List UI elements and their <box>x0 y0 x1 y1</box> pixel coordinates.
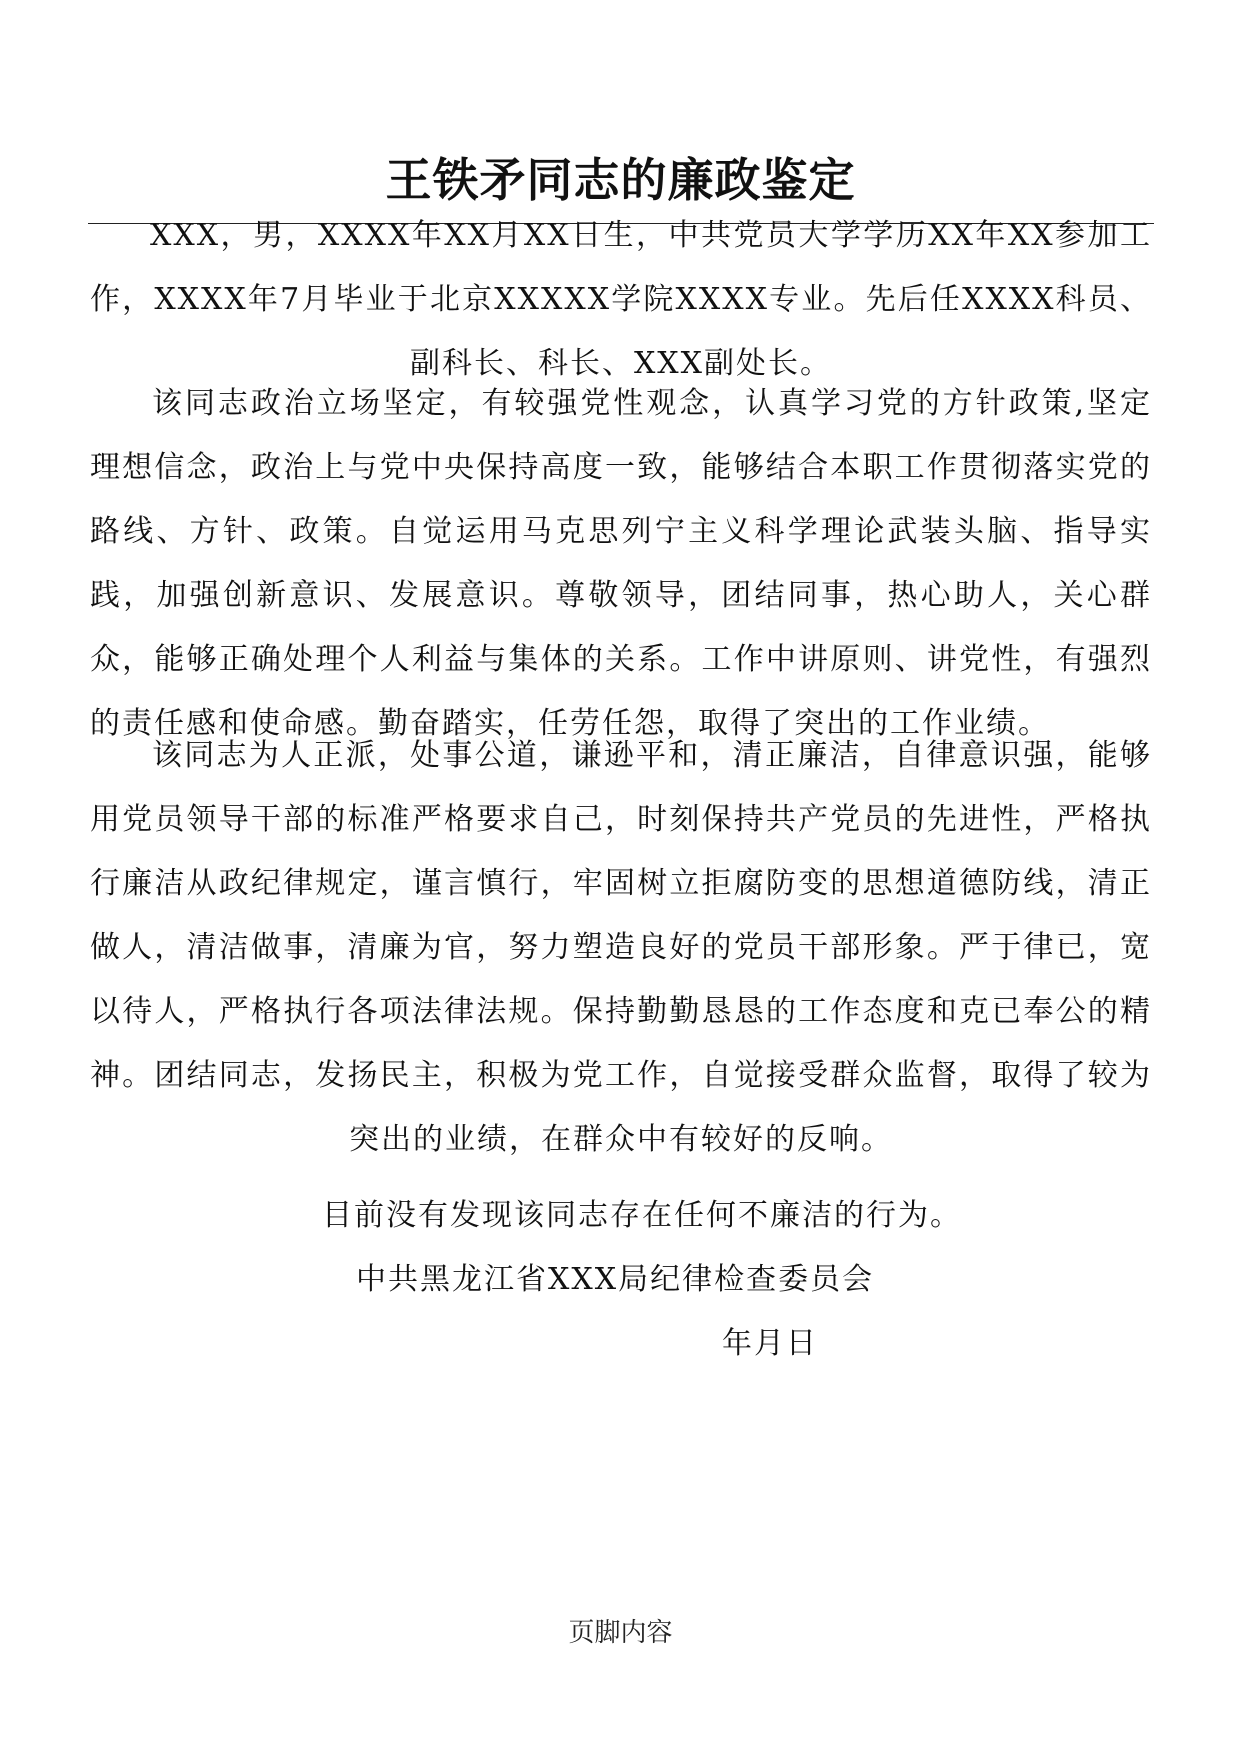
signature-date: 年月日 <box>722 1326 818 1361</box>
signature-organization: 中共黑龙江省XXX局纪律检查委员会 <box>356 1262 875 1297</box>
paragraph-political: 该同志政治立场坚定，有较强党性观念，认真学习党的方针政策,坚定理想信念，政治上与党中央保持高度一致，能够结合本职工作贯彻落实党的路线、方针、政策。自觉运用马克思列宁主义科学理论武装头脑、指导实践，加强创新意识、发展意识。尊敬领导，团结同事，热心助人，关心群众，能够正确处理个人利益与集体的关系。工作中讲原则、讲党性，有强烈的责任感和使命感。勤奋踏实，任劳任怨，取得了突出的工作业绩。 <box>90 386 1152 741</box>
document-title: 王铁矛同志的廉政鉴定 <box>385 153 856 207</box>
page-footer: 页脚内容 <box>568 1618 673 1648</box>
paragraph-conclusion: 目前没有发现该同志存在任何不廉洁的行为。 <box>322 1198 962 1233</box>
paragraph-integrity: 该同志为人正派，处事公道，谦逊平和，清正廉洁，自律意识强，能够用党员领导干部的标准严格要求自己，时刻保持共产党员的先进性，严格执行廉洁从政纪律规定，谨言慎行，牢固树立拒腐防变的思想道德防线，清正做人，清洁做事，清廉为官，努力塑造良好的党员干部形象。严于律已，宽以待人，严格执行各项法律法规。保持勤勤恳恳的工作态度和克已奉公的精神。团结同志，发扬民主，积极为党工作，自觉接受群众监督，取得了较为突出的业绩，在群众中有较好的反响。 <box>90 738 1152 1157</box>
paragraph-bio: XXX，男，XXXX年XX月XX日生，中共党员大学学历XX年XX参加工作，XXXX年7月毕业于北京XXXXX学院XXXX专业。先后任XXXX科员、副科长、科长、XXX副处长。 <box>90 218 1152 381</box>
